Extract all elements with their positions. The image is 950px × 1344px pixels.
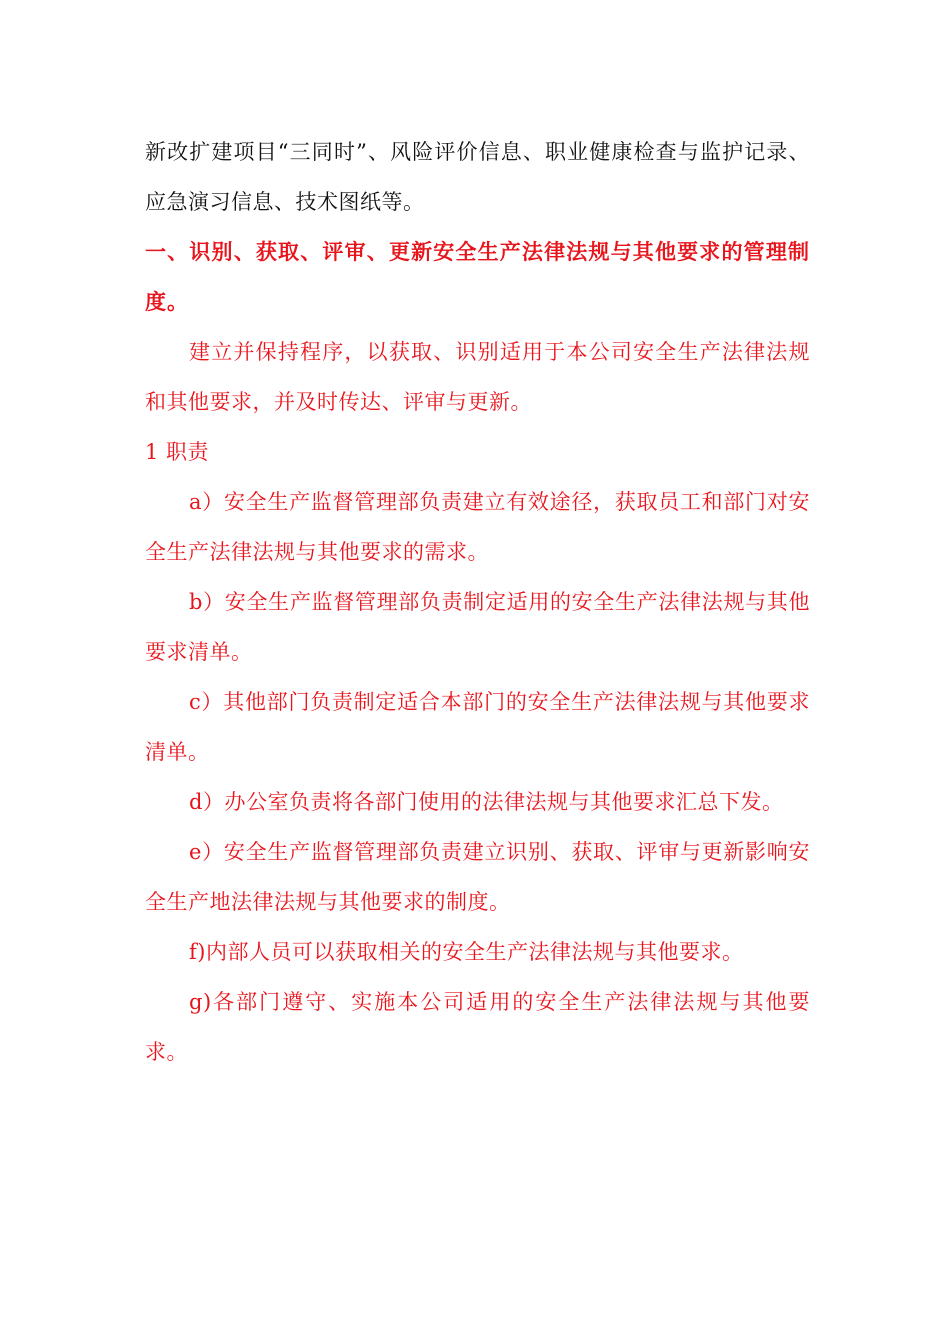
duty-item-f: f)内部人员可以获取相关的安全生产法律法规与其他要求。 (189, 940, 744, 964)
intro-paragraph: 新改扩建项目“三同时”、风险评价信息、职业健康检查与监护记录、应急演习信息、技术图纸等。 (145, 140, 810, 214)
duty-item-c: c）其他部门负责制定适合本部门的安全生产法律法规与其他要求清单。 (145, 690, 810, 764)
duty-item-d: d）办公室负责将各部门使用的法律法规与其他要求汇总下发。 (189, 790, 784, 814)
section-intro-paragraph: 建立并保持程序，以获取、识别适用于本公司安全生产法律法规和其他要求，并及时传达、评审与更新。 (145, 340, 810, 414)
document-body (145, 127, 810, 1077)
subsection-title: 1 职责 (145, 440, 210, 464)
duty-item-g: g)各部门遵守、实施本公司适用的安全生产法律法规与其他要求。 (145, 990, 810, 1064)
duty-item-b: b）安全生产监督管理部负责制定适用的安全生产法律法规与其他要求清单。 (145, 590, 810, 664)
duty-item-e: e）安全生产监督管理部负责建立识别、获取、评审与更新影响安全生产地法律法规与其他要求的制度。 (145, 840, 810, 914)
section-heading: 一、识别、获取、评审、更新安全生产法律法规与其他要求的管理制度。 (145, 240, 810, 314)
duty-item-a: a）安全生产监督管理部负责建立有效途径，获取员工和部门对安全生产法律法规与其他要求的需求。 (145, 490, 810, 564)
